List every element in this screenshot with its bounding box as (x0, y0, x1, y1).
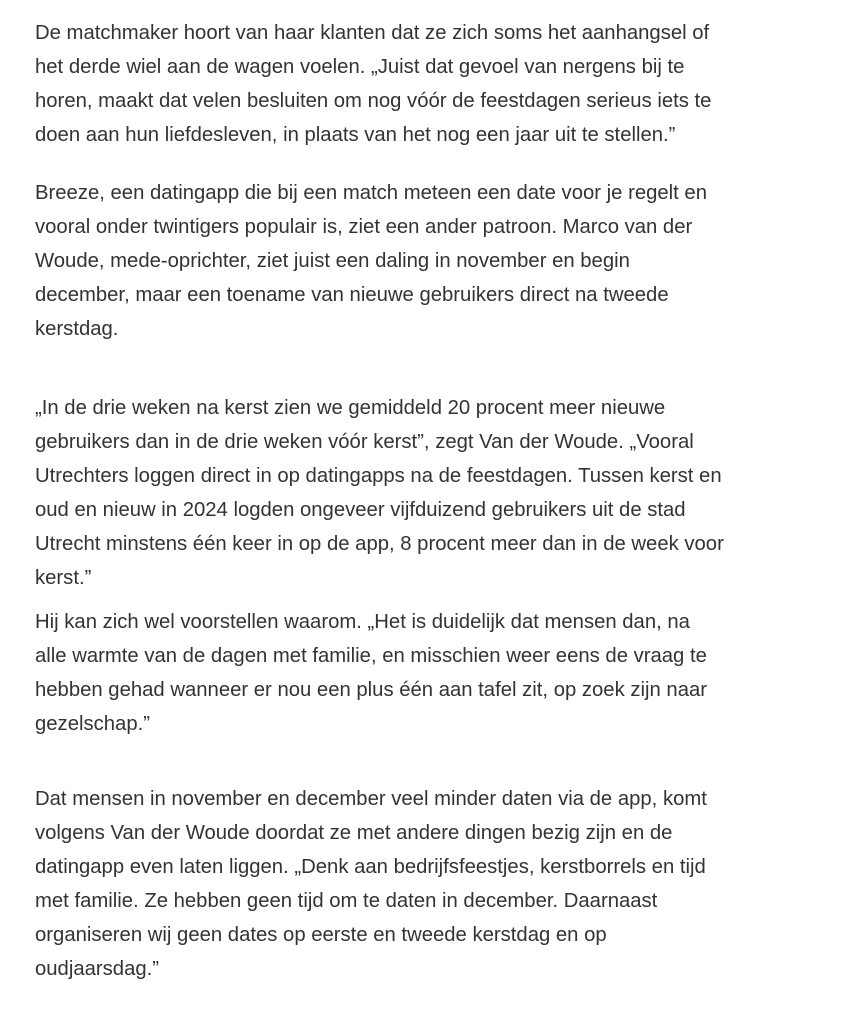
text-line: Utrechters loggen direct in op datingapps na de feestdagen. Tussen kerst en (35, 465, 722, 487)
paragraph-quote-statistics (35, 391, 835, 595)
paragraph-matchmaker (35, 16, 835, 152)
text-line: oud en nieuw in 2024 logden ongeveer vijfduizend gebruikers uit de stad (35, 499, 686, 521)
text-line: met familie. Ze hebben geen tijd om te daten in december. Daarnaast (35, 890, 658, 912)
text-line: De matchmaker hoort van haar klanten dat ze zich soms het aanhangsel of (35, 22, 710, 44)
text-line: Utrecht minstens één keer in op de app, 8 procent meer dan in de week voor (35, 533, 724, 555)
text-line: Dat mensen in november en december veel minder daten via de app, komt (35, 788, 707, 810)
text-line: Woude, mede-oprichter, ziet juist een daling in november en begin (35, 250, 630, 272)
text-line: kerstdag. (35, 318, 119, 340)
text-line: Breeze, een datingapp die bij een match meteen een date voor je regelt en (35, 182, 707, 204)
paragraph-explanation (35, 605, 835, 741)
text-line: oudjaarsdag.” (35, 958, 160, 980)
paragraph-december-decline (35, 782, 835, 986)
text-line: organiseren wij geen dates op eerste en tweede kerstdag en op (35, 924, 607, 946)
text-line: vooral onder twintigers populair is, ziet een ander patroon. Marco van der (35, 216, 693, 238)
text-line: „In de drie weken na kerst zien we gemiddeld 20 procent meer nieuwe (35, 397, 666, 419)
text-line: december, maar een toename van nieuwe gebruikers direct na tweede (35, 284, 669, 306)
text-line: het derde wiel aan de wagen voelen. „Juist dat gevoel van nergens bij te (35, 56, 685, 78)
text-line: volgens Van der Woude doordat ze met andere dingen bezig zijn en de (35, 822, 673, 844)
text-line: horen, maakt dat velen besluiten om nog vóór de feestdagen serieus iets te (35, 90, 712, 112)
text-line: gebruikers dan in de drie weken vóór kerst”, zegt Van der Woude. „Vooral (35, 431, 694, 453)
text-line: Hij kan zich wel voorstellen waarom. „Het is duidelijk dat mensen dan, na (35, 611, 690, 633)
text-line: doen aan hun liefdesleven, in plaats van het nog een jaar uit te stellen.” (35, 124, 676, 146)
text-line: gezelschap.” (35, 713, 150, 735)
text-line: datingapp even laten liggen. „Denk aan bedrijfsfeestjes, kerstborrels en tijd (35, 856, 706, 878)
paragraph-breeze (35, 176, 835, 346)
text-line: kerst.” (35, 567, 92, 589)
text-line: hebben gehad wanneer er nou een plus één aan tafel zit, op zoek zijn naar (35, 679, 708, 701)
text-line: alle warmte van de dagen met familie, en misschien weer eens de vraag te (35, 645, 707, 667)
